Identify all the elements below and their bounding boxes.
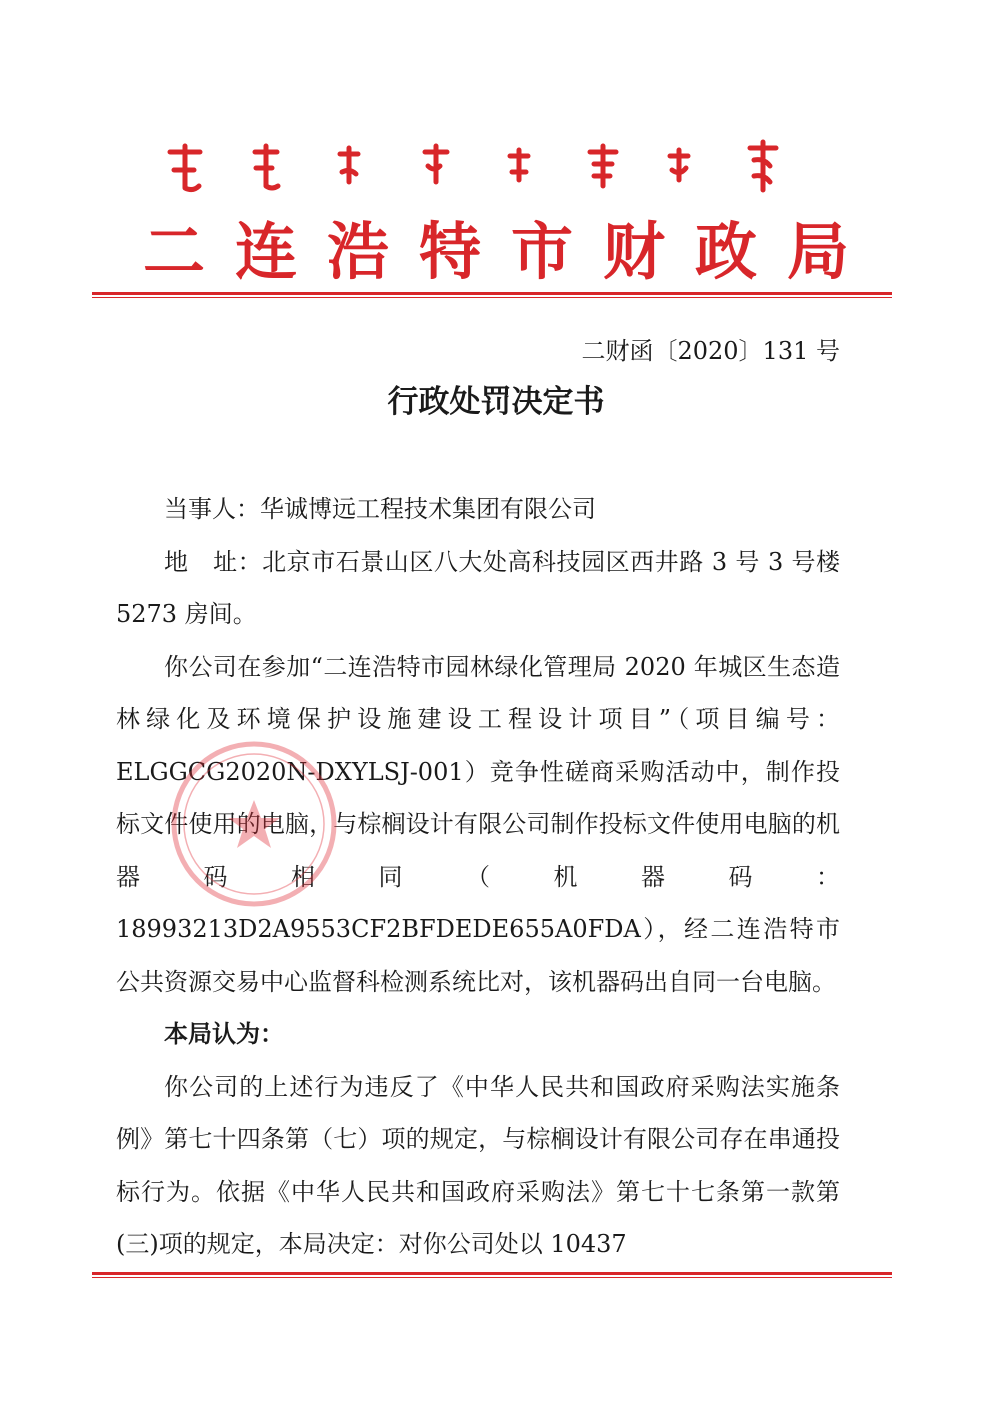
address-label: 地 址： — [164, 547, 263, 576]
document-number: 二财函〔2020〕131 号 — [581, 337, 840, 365]
party-label: 当事人： — [164, 495, 260, 523]
document-title: 行政处罚决定书 — [387, 384, 605, 420]
finding-heading: 本局认为： — [164, 1020, 284, 1048]
issuing-authority-name: 二连浩特市财政局 — [142, 215, 879, 288]
letterhead-divider — [92, 292, 892, 300]
address-line — [116, 536, 840, 641]
document-body — [116, 483, 840, 1271]
party-name: 华诚博远工程技术集团有限公司 — [260, 495, 596, 523]
facts-paragraph: 你公司在参加“二连浩特市园林绿化管理局 2020 年城区生态造林绿化及环境保护设施建设工程设计项目”（项目编号：ELGGCG2020N-DXYLSJ-001）竞争性磋商采购活动中，制作投标文件使用的电脑，与棕榈设计有限公司制作投标文件使用电脑的机器码相同（机器码：18993213D2A9553CF2BFDEDE655A0FDA），经二连浩特市公共资源交易中心监督科检测系统比对，该机器码出自同一台电脑。 — [116, 652, 840, 996]
mongolian-script-heading — [160, 132, 800, 202]
party-line — [116, 483, 840, 536]
footer-divider — [92, 1272, 892, 1280]
decision-paragraph: 你公司的上述行为违反了《中华人民共和国政府采购法实施条例》第七十四条第（七）项的规定，与棕榈设计有限公司存在串通投标行为。依据《中华人民共和国政府采购法》第七十七条第一款第(三)项的规定，本局决定：对你公司处以 10437 — [116, 1072, 840, 1258]
address-value: 北京市石景山区八大处高科技园区西井路 3 号 3 号楼 5273 房间。 — [116, 547, 840, 628]
